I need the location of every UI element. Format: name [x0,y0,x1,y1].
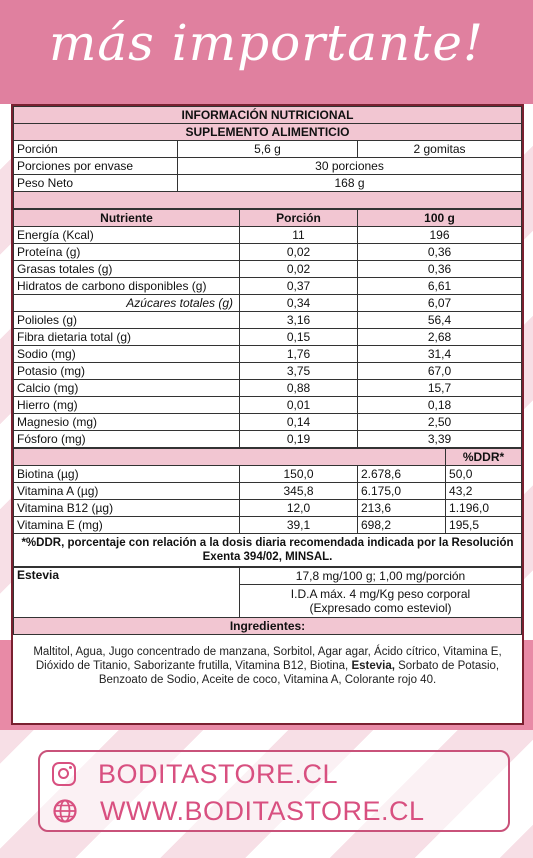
nutrient-row [14,363,522,380]
vitamin-per100: 213,6 [358,500,446,517]
nutrient-name: Hidratos de carbono disponibles (g) [14,278,240,295]
nutrient-per100: 6,07 [358,295,522,312]
nutrient-name: Grasas totales (g) [14,261,240,278]
ingredients-part2: Sorbato de Potasio, Benzoato de Sodio, Aceite de coco, Vitamina A, Colorante rojo 40. [98,660,500,686]
nutrient-table [13,209,522,448]
vitamin-ddr: 1.196,0 [446,500,522,517]
nutrient-per100: 0,36 [358,261,522,278]
nutrient-portion: 0,88 [240,380,358,397]
nutrient-row [14,380,522,397]
nutrient-row [14,278,522,295]
nutrient-name: Fibra dietaria total (g) [14,329,240,346]
vitamin-portion: 150,0 [240,466,358,483]
col-nutrient: Nutriente [14,210,240,227]
nutrient-name: Energía (Kcal) [14,227,240,244]
stevia-ida-line1: I.D.A máx. 4 mg/Kg peso corporal [290,587,471,601]
nutrient-per100: 31,4 [358,346,522,363]
stevia-label: Estevia [14,568,240,618]
nutrient-portion: 0,01 [240,397,358,414]
nutrition-card [11,104,524,725]
instagram-icon [52,762,76,786]
nutrition-subtitle: SUPLEMENTO ALIMENTICIO [14,124,522,141]
nutrient-row [14,295,522,312]
spacer-row [14,192,522,209]
nutrient-row [14,329,522,346]
ddr-note [14,534,522,567]
nutrient-name: Polioles (g) [14,312,240,329]
header-title: más importante! [48,14,485,72]
instagram-row[interactable] [52,756,338,792]
vitamin-name: Biotina (µg) [14,466,240,483]
vitamin-name: Vitamina B12 (µg) [14,500,240,517]
vitamin-ddr: 50,0 [446,466,522,483]
nutrient-name: Calcio (mg) [14,380,240,397]
nutrient-portion: 11 [240,227,358,244]
nutrient-row [14,244,522,261]
nutrition-title: INFORMACIÓN NUTRICIONAL [14,107,522,124]
nutrient-per100: 6,61 [358,278,522,295]
vitamin-name: Vitamina A (µg) [14,483,240,500]
stevia-ida [240,585,522,618]
stevia-table [13,567,522,635]
net-weight-value: 168 g [178,175,522,192]
globe-icon [52,798,78,824]
ddr-note-line1: *%DDR, porcentaje con relación a la dosis diaria recomendada indicada por la Resolución [21,537,514,549]
nutrient-row [14,227,522,244]
nutrient-row [14,346,522,363]
vitamin-ddr: 195,5 [446,517,522,534]
nutrient-row [14,312,522,329]
serving-label: Porción [14,141,178,158]
nutrient-per100: 2,68 [358,329,522,346]
nutrient-portion: 3,75 [240,363,358,380]
col-portion: Porción [240,210,358,227]
ingredients-bold: Estevia, [351,660,395,672]
footer-box [38,750,510,832]
nutrition-top-table [13,106,522,209]
serving-units: 2 gomitas [358,141,522,158]
nutrient-portion: 3,16 [240,312,358,329]
col-ddr: %DDR* [446,449,522,466]
col-per100: 100 g [358,210,522,227]
nutrient-portion: 0,02 [240,244,358,261]
nutrient-name: Magnesio (mg) [14,414,240,431]
servings-value: 30 porciones [178,158,522,175]
nutrient-per100: 0,36 [358,244,522,261]
website-row[interactable] [52,793,425,829]
nutrient-row [14,397,522,414]
vitamin-ddr: 43,2 [446,483,522,500]
vitamin-per100: 2.678,6 [358,466,446,483]
vitamin-per100: 6.175,0 [358,483,446,500]
nutrient-per100: 2,50 [358,414,522,431]
vitamin-portion: 12,0 [240,500,358,517]
ddr-spacer [14,449,446,466]
nutrient-row [14,261,522,278]
vitamin-row [14,483,522,500]
ingredients-part1: Maltitol, Agua, Jugo concentrado de manzana, Sorbitol, Agar agar, Ácido cítrico, Vitamina E, Dióxido de Titanio, Saborizante frutilla, Vitamina B12, Biotina, [33,646,502,672]
nutrient-row [14,414,522,431]
nutrient-portion: 1,76 [240,346,358,363]
ingredients-text [13,635,522,697]
vitamin-name: Vitamina E (mg) [14,517,240,534]
ddr-note-line2: Exenta 394/02, MINSAL. [202,551,333,563]
stevia-ida-line2: (Expresado como esteviol) [309,601,452,615]
ingredients-label: Ingredientes: [14,618,522,635]
header-banner [0,0,533,104]
vitamin-per100: 698,2 [358,517,446,534]
servings-label: Porciones por envase [14,158,178,175]
stevia-value: 17,8 mg/100 g; 1,00 mg/porción [240,568,522,585]
vitamin-table [13,448,522,567]
nutrient-name: Potasio (mg) [14,363,240,380]
nutrient-name: Fósforo (mg) [14,431,240,448]
nutrient-name: Hierro (mg) [14,397,240,414]
website-url[interactable]: WWW.BODITASTORE.CL [100,795,425,826]
nutrient-portion: 0,34 [240,295,358,312]
nutrient-per100: 196 [358,227,522,244]
vitamin-row [14,466,522,483]
nutrient-portion: 0,14 [240,414,358,431]
nutrient-per100: 56,4 [358,312,522,329]
nutrient-portion: 0,19 [240,431,358,448]
nutrient-row [14,431,522,448]
nutrient-per100: 3,39 [358,431,522,448]
nutrient-per100: 67,0 [358,363,522,380]
nutrient-portion: 0,02 [240,261,358,278]
nutrient-portion: 0,15 [240,329,358,346]
serving-amount: 5,6 g [178,141,358,158]
instagram-handle[interactable]: BODITASTORE.CL [98,758,339,789]
nutrient-name: Azúcares totales (g) [14,295,240,312]
nutrient-portion: 0,37 [240,278,358,295]
vitamin-row [14,500,522,517]
nutrient-per100: 0,18 [358,397,522,414]
nutrient-name: Proteína (g) [14,244,240,261]
nutrient-name: Sodio (mg) [14,346,240,363]
vitamin-portion: 345,8 [240,483,358,500]
vitamin-portion: 39,1 [240,517,358,534]
net-weight-label: Peso Neto [14,175,178,192]
vitamin-row [14,517,522,534]
nutrient-per100: 15,7 [358,380,522,397]
